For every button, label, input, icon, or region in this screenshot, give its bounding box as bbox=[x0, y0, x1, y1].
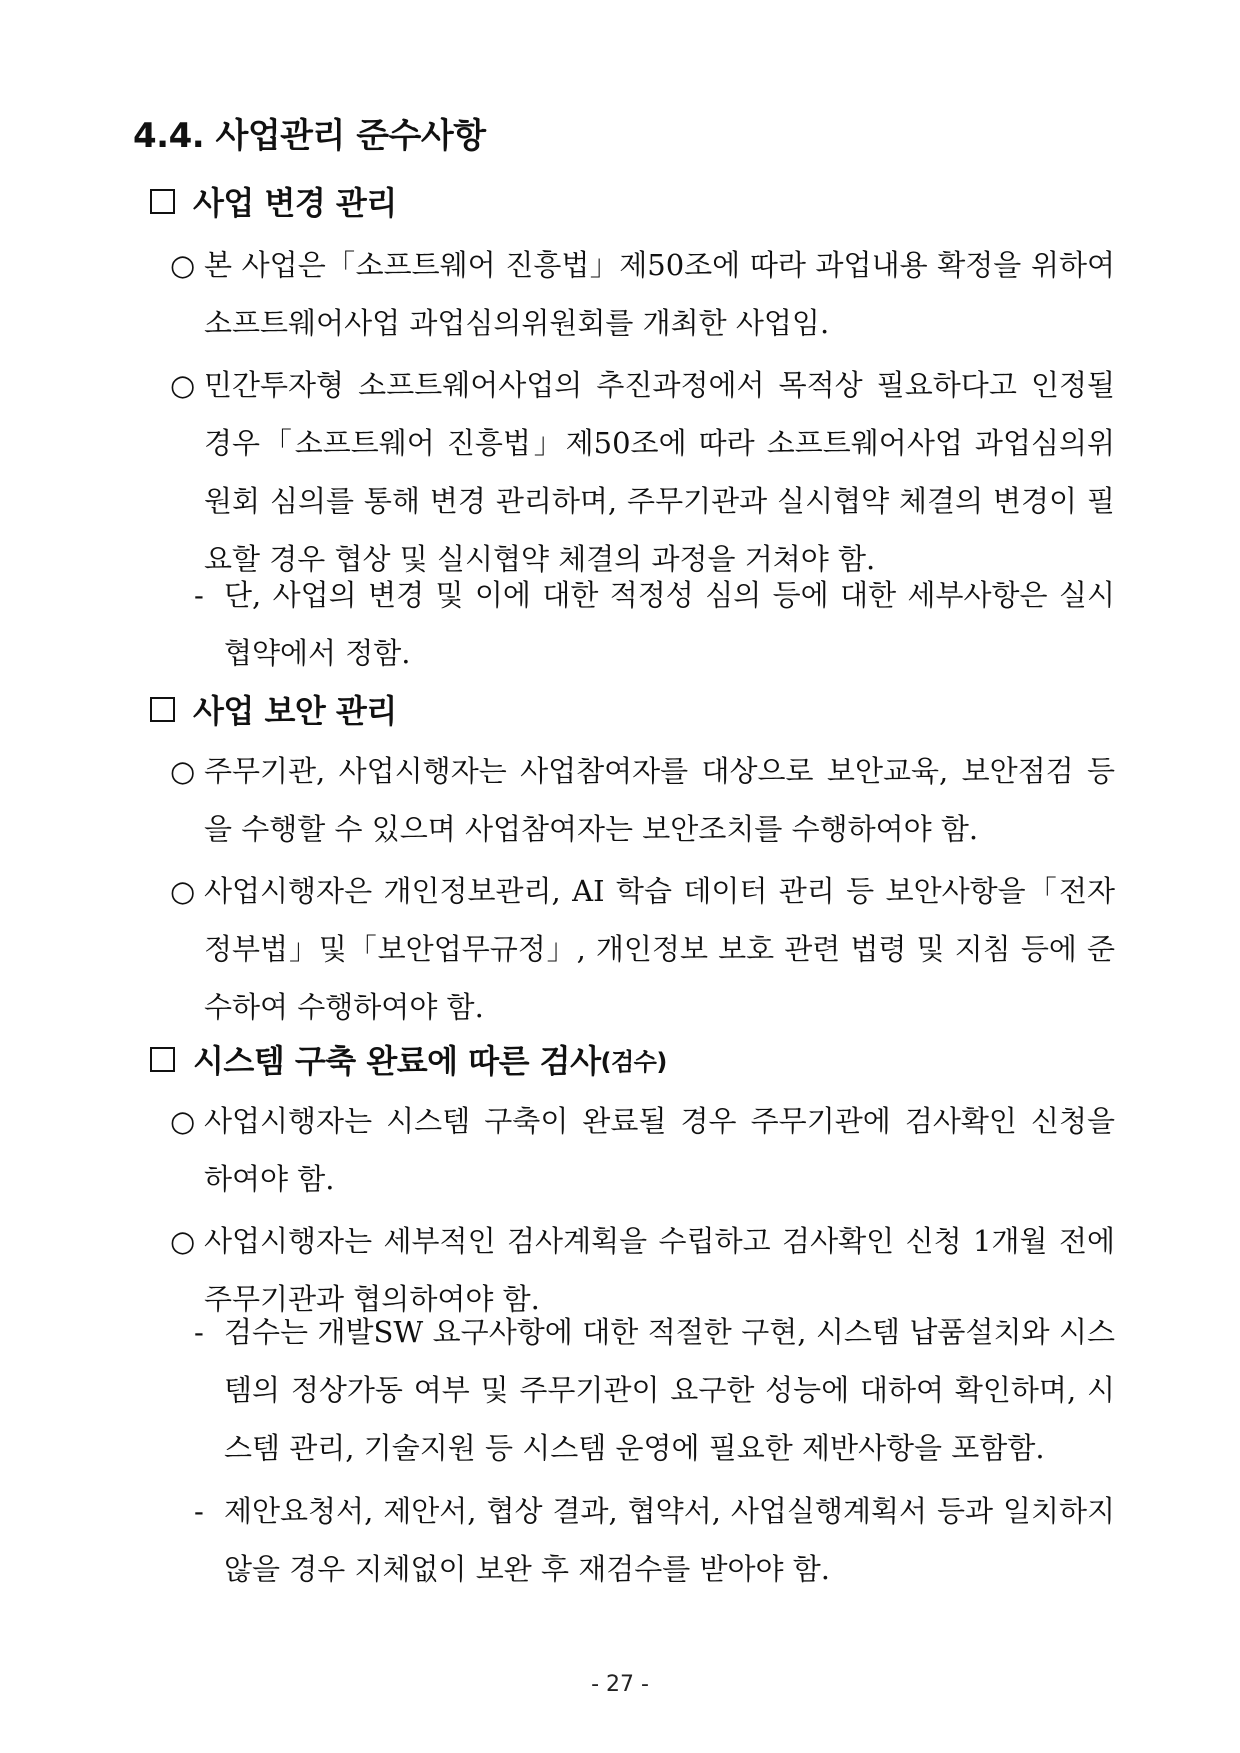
checkbox-square-icon bbox=[150, 189, 175, 214]
paragraph-text: 민간투자형 소프트웨어사업의 추진과정에서 목적상 필요하다고 인정될 경우「소프트웨어 진흥법」제50조에 따라 소프트웨어사업 과업심의위원회 심의를 통해 변경 관리하며, 주무기관과 실시협약 체결의 변경이 필요할 경우 협상 및 실시협약 체결의 과정을 거쳐야 함. bbox=[204, 368, 1115, 576]
circle-bullet-icon: ○ bbox=[170, 368, 196, 402]
subsection-title-suffix: (검수) bbox=[600, 1047, 667, 1076]
paragraph-text: 주무기관, 사업시행자는 사업참여자를 대상으로 보안교육, 보안점검 등을 수행할 수 있으며 사업참여자는 보안조치를 수행하여야 함. bbox=[204, 754, 1115, 846]
list-item bbox=[194, 1303, 1115, 1477]
list-item bbox=[170, 1092, 1115, 1208]
paragraph-text: 사업시행자는 세부적인 검사계획을 수립하고 검사확인 신청 1개월 전에 주무기관과 협의하여야 함. bbox=[204, 1224, 1115, 1316]
section-title: 4.4. 사업관리 준수사항 bbox=[133, 116, 486, 156]
paragraph-text: 제안요청서, 제안서, 협상 결과, 협약서, 사업실행계획서 등과 일치하지 않을 경우 지체없이 보완 후 재검수를 받아야 함. bbox=[224, 1494, 1115, 1586]
list-item bbox=[194, 566, 1115, 682]
checkbox-square-icon bbox=[150, 1047, 175, 1072]
circle-bullet-icon: ○ bbox=[170, 248, 196, 282]
subsection-title-text: 사업 변경 관리 bbox=[193, 184, 397, 222]
paragraph-text: 사업시행자는 시스템 구축이 완료될 경우 주무기관에 검사확인 신청을 하여야 함. bbox=[204, 1104, 1115, 1196]
subsection-title-text: 시스템 구축 완료에 따른 검사 bbox=[193, 1042, 601, 1080]
list-item bbox=[170, 862, 1115, 1036]
circle-bullet-icon: ○ bbox=[170, 1104, 196, 1138]
list-item bbox=[170, 236, 1115, 352]
list-item bbox=[170, 742, 1115, 858]
paragraph-text: 단, 사업의 변경 및 이에 대한 적정성 심의 등에 대한 세부사항은 실시협약에서 정함. bbox=[224, 578, 1115, 670]
paragraph-text: 검수는 개발SW 요구사항에 대한 적절한 구현, 시스템 납품설치와 시스템의 정상가동 여부 및 주무기관이 요구한 성능에 대하여 확인하며, 시스템 관리, 기술지원 등 시스템 운영에 필요한 제반사항을 포함함. bbox=[224, 1315, 1115, 1465]
paragraph-text: 본 사업은「소프트웨어 진흥법」제50조에 따라 과업내용 확정을 위하여 소프트웨어사업 과업심의위원회를 개최한 사업임. bbox=[204, 248, 1115, 340]
subsection-title-text: 사업 보안 관리 bbox=[193, 692, 397, 730]
paragraph-text: 사업시행자은 개인정보관리, AI 학습 데이터 관리 등 보안사항을「전자정부법」및「보안업무규정」, 개인정보 보호 관련 법령 및 지침 등에 준수하여 수행하여야 함. bbox=[204, 874, 1115, 1024]
list-item bbox=[194, 1482, 1115, 1598]
circle-bullet-icon: ○ bbox=[170, 1224, 196, 1258]
dash-bullet-icon: - bbox=[194, 578, 204, 612]
dash-bullet-icon: - bbox=[194, 1494, 204, 1528]
subsection-title-change-management bbox=[150, 178, 397, 224]
circle-bullet-icon: ○ bbox=[170, 874, 196, 908]
circle-bullet-icon: ○ bbox=[170, 754, 196, 788]
dash-bullet-icon: - bbox=[194, 1315, 204, 1349]
page-number: - 27 - bbox=[591, 1672, 649, 1697]
subsection-title-inspection bbox=[150, 1036, 667, 1082]
checkbox-square-icon bbox=[150, 697, 175, 722]
list-item bbox=[170, 356, 1115, 588]
subsection-title-security-management bbox=[150, 686, 397, 732]
